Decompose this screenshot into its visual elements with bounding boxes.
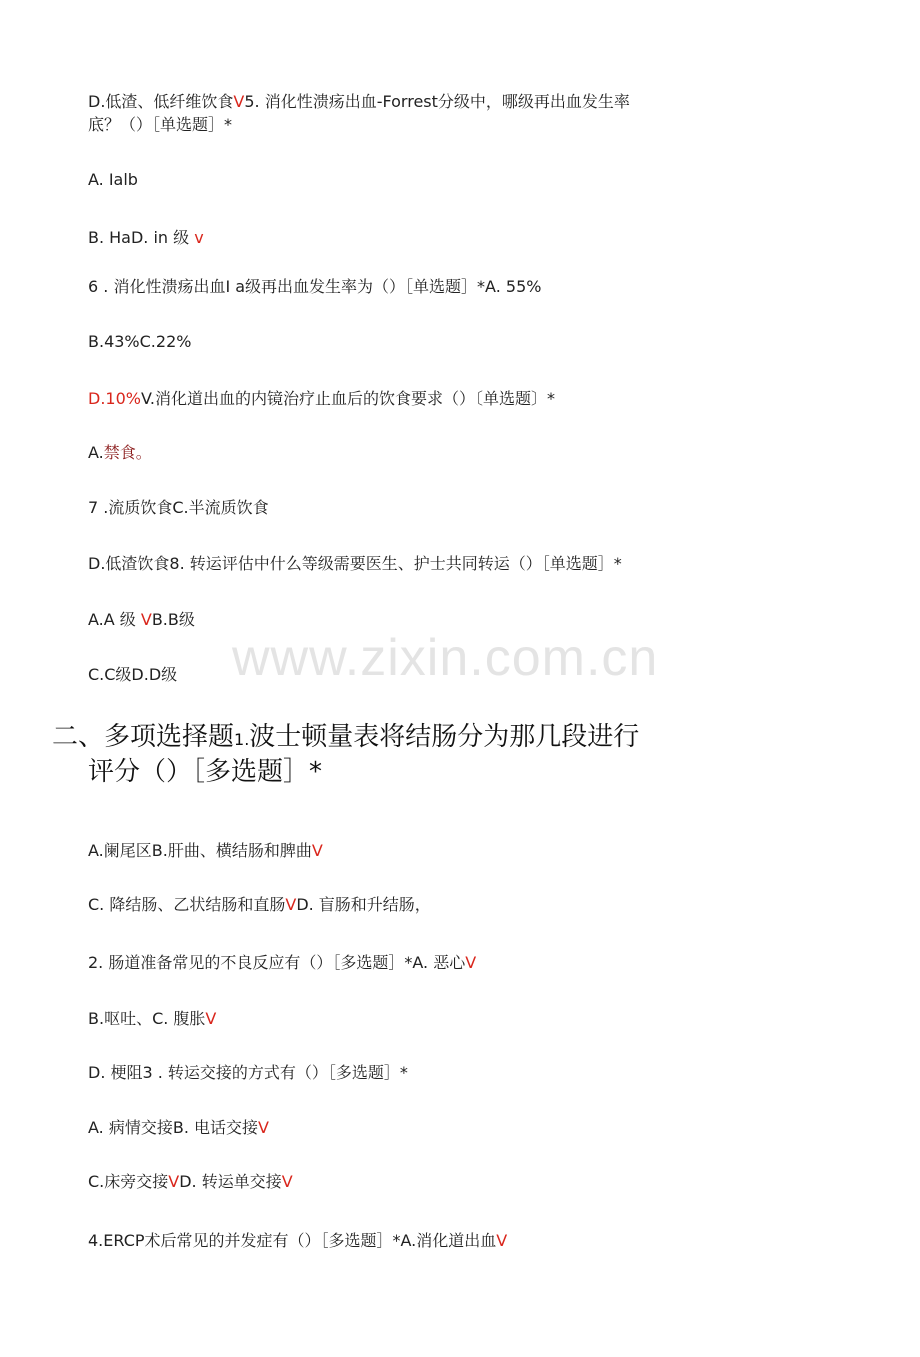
option-text: C.床旁交接 — [88, 1172, 169, 1191]
check-mark: V — [285, 895, 297, 914]
check-mark: V — [465, 953, 477, 972]
question-line — [88, 388, 555, 410]
check-mark: V — [168, 1172, 180, 1191]
option-text: D. 盲肠和升结肠， — [296, 895, 431, 914]
section-title: 二、多项选择题 — [52, 722, 235, 752]
option-line: B.43%C.22% — [88, 332, 192, 351]
question-number: 1. — [234, 730, 250, 749]
question-text: 2. 肠道准备常见的不良反应有（）［多选题］*A. 恶心 — [88, 953, 466, 972]
option-line — [88, 1171, 293, 1193]
option-line — [88, 1008, 216, 1030]
question-text: 5. 消化性溃疡出血-Forrest分级中，哪级再出血发生率 — [244, 92, 630, 111]
option-text: A.阑尾区B.肝曲、横结肠和脾曲 — [88, 841, 312, 860]
option-line — [88, 840, 323, 862]
option-text: B. HaD. in 级 — [88, 228, 190, 247]
check-mark: V — [140, 610, 152, 629]
option-text: B.B级 — [151, 610, 195, 629]
question-text: 4.ERCP术后常见的并发症有（）［多选题］*A.消化道出血 — [88, 1231, 497, 1250]
option-line: A. Ialb — [88, 170, 138, 189]
check-mark: V — [281, 1172, 293, 1191]
question-text: V.消化道出血的内镜治疗止血后的饮食要求（）〔单选题〕* — [140, 389, 555, 408]
option-line — [88, 609, 195, 631]
option-text: D. 转运单交接 — [179, 1172, 282, 1191]
question-line — [88, 91, 630, 113]
check-mark: V — [311, 841, 323, 860]
section-heading-continued: 评分（）［多选题］* — [88, 757, 323, 787]
question-line: 6 . 消化性溃疡出血I a级再出血发生率为（）［单选题］*A. 55% — [88, 277, 542, 296]
option-text: C. 降结肠、乙状结肠和直肠 — [88, 895, 286, 914]
question-line: 底？（）［单选题］* — [88, 115, 233, 134]
question-text: 波士顿量表将结肠分为那几段进行 — [249, 722, 640, 752]
check-mark: V — [496, 1231, 508, 1250]
option-text: 禁食。 — [103, 443, 152, 462]
watermark: www.zixin.com.cn — [232, 629, 659, 687]
option-line: 7 .流质饮食C.半流质饮食 — [88, 498, 269, 517]
option-line — [88, 227, 204, 249]
check-mark: V — [258, 1118, 269, 1137]
section-heading — [52, 720, 639, 757]
option-label: A. — [88, 443, 104, 462]
option-text: D.10% — [88, 389, 141, 408]
option-line — [88, 894, 431, 916]
option-text: A.A 级 — [88, 610, 141, 629]
option-text: B.呕吐、C. 腹胀 — [88, 1009, 206, 1028]
question-line — [88, 952, 476, 974]
check-mark: V — [233, 92, 245, 111]
question-line: D.低渣饮食8. 转运评估中什么等级需要医生、护士共同转运（）［单选题］* — [88, 554, 622, 573]
question-line: D. 梗阻3 . 转运交接的方式有（）［多选题］* — [88, 1063, 408, 1082]
option-line — [88, 1117, 269, 1139]
option-line: C.C级D.D级 — [88, 665, 178, 684]
option-line — [88, 442, 152, 464]
option-text: A. 病情交接B. 电话交接 — [88, 1118, 258, 1137]
question-line — [88, 1230, 507, 1252]
option-text: D.低渣、低纤维饮食 — [88, 92, 234, 111]
check-mark: V — [205, 1009, 217, 1028]
check-mark: v — [194, 228, 204, 247]
